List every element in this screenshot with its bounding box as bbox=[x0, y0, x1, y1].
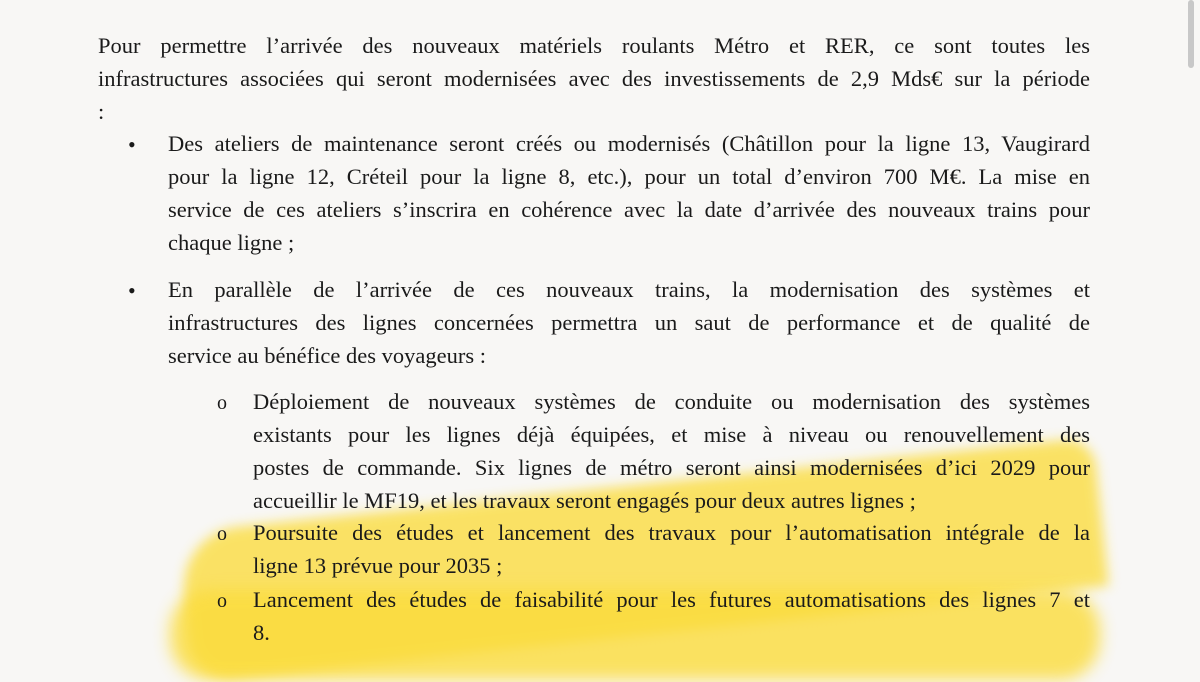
bullet-icon: • bbox=[128, 278, 136, 303]
sub-item-lignes-7-8 bbox=[253, 583, 1090, 649]
intro-paragraph bbox=[98, 29, 1090, 128]
bullet-line: service au bénéfice des voyageurs : bbox=[168, 343, 486, 368]
bullet-line: service de ces ateliers s’inscrira en cohérence avec la date d’arrivée des nouveaux trains pour bbox=[168, 197, 1090, 222]
circle-bullet-icon: o bbox=[217, 590, 227, 612]
circle-bullet-icon: o bbox=[217, 523, 227, 545]
bullet-line: Des ateliers de maintenance seront créés ou modernisés (Châtillon pour la ligne 13, Vaugirard bbox=[168, 131, 1090, 156]
sub-item-line: ligne 13 prévue pour 2035 ; bbox=[253, 553, 503, 578]
intro-line: : bbox=[98, 99, 105, 124]
sub-item-line: Déploiement de nouveaux systèmes de conduite ou modernisation des systèmes bbox=[253, 389, 1090, 414]
bullet-line: pour la ligne 12, Créteil pour la ligne 8, etc.), pour un total d’environ 700 M€. La mise en bbox=[168, 164, 1090, 189]
sub-item-conduite bbox=[253, 385, 1090, 517]
bullet-item-modernisation bbox=[168, 273, 1090, 372]
bullet-line: En parallèle de l’arrivée de ces nouveaux trains, la modernisation des systèmes et bbox=[168, 277, 1090, 302]
intro-line: Pour permettre l’arrivée des nouveaux matériels roulants Métro et RER, ce sont toutes les bbox=[98, 33, 1090, 58]
sub-item-line: Poursuite des études et lancement des travaux pour l’automatisation intégrale de la bbox=[253, 520, 1090, 545]
intro-line: infrastructures associées qui seront modernisées avec des investissements de 2,9 Mds€ sur la période bbox=[98, 66, 1090, 91]
sub-item-ligne-13 bbox=[253, 516, 1090, 582]
scrollbar-thumb[interactable] bbox=[1188, 0, 1194, 68]
bullet-line: chaque ligne ; bbox=[168, 230, 295, 255]
bullet-item-workshops bbox=[168, 127, 1090, 259]
sub-item-line: 8. bbox=[253, 620, 270, 645]
circle-bullet-icon: o bbox=[217, 392, 227, 414]
sub-item-line: existants pour les lignes déjà équipées, et mise à niveau ou renouvellement des bbox=[253, 422, 1090, 447]
sub-item-line: Lancement des études de faisabilité pour les futures automatisations des lignes 7 et bbox=[253, 587, 1090, 612]
sub-item-line: postes de commande. Six lignes de métro seront ainsi modernisées d’ici 2029 pour bbox=[253, 455, 1090, 480]
bullet-icon: • bbox=[128, 132, 136, 157]
bullet-line: infrastructures des lignes concernées permettra un saut de performance et de qualité de bbox=[168, 310, 1090, 335]
sub-item-line: accueillir le MF19, et les travaux seront engagés pour deux autres lignes ; bbox=[253, 488, 916, 513]
